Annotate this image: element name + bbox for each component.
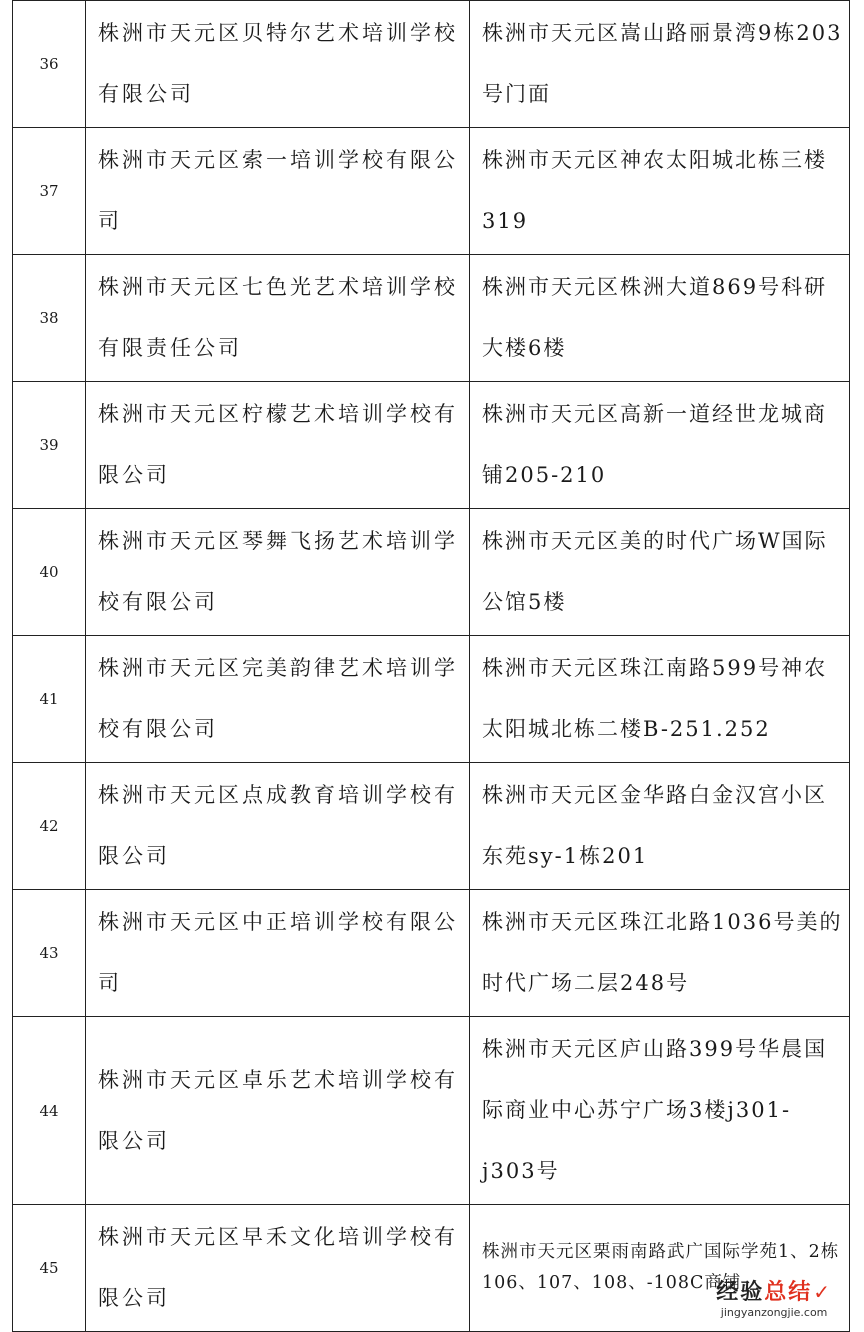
school-address: 株洲市天元区株洲大道869号科研大楼6楼 [470,255,850,382]
school-name: 株洲市天元区柠檬艺术培训学校有限公司 [86,382,470,509]
school-address: 株洲市天元区栗雨南路武广国际学苑1、2栋106、107、108、-108C商铺 [470,1205,850,1332]
table-row [13,890,850,1017]
school-name: 株洲市天元区点成教育培训学校有限公司 [86,763,470,890]
school-name: 株洲市天元区贝特尔艺术培训学校有限公司 [86,1,470,128]
school-address: 株洲市天元区美的时代广场W国际公馆5楼 [470,509,850,636]
school-address: 株洲市天元区珠江南路599号神农太阳城北栋二楼B-251.252 [470,636,850,763]
row-number: 37 [13,128,86,255]
table-row [13,128,850,255]
row-number: 45 [13,1205,86,1332]
watermark-url: jingyanzongjie.com [720,1306,828,1319]
row-number: 44 [13,1017,86,1205]
watermark-title [716,1275,832,1306]
table-row [13,636,850,763]
row-number: 38 [13,255,86,382]
table-row [13,1017,850,1205]
school-name: 株洲市天元区索一培训学校有限公司 [86,128,470,255]
row-number: 40 [13,509,86,636]
school-address: 株洲市天元区神农太阳城北栋三楼319 [470,128,850,255]
watermark-logo [716,1275,832,1319]
school-address: 株洲市天元区金华路白金汉宫小区东苑sy-1栋201 [470,763,850,890]
school-name: 株洲市天元区琴舞飞扬艺术培训学校有限公司 [86,509,470,636]
school-name: 株洲市天元区中正培训学校有限公司 [86,890,470,1017]
school-address: 株洲市天元区珠江北路1036号美的时代广场二层248号 [470,890,850,1017]
table-row [13,509,850,636]
school-name: 株洲市天元区完美韵律艺术培训学校有限公司 [86,636,470,763]
school-address: 株洲市天元区庐山路399号华晨国际商业中心苏宁广场3楼j301-j303号 [470,1017,850,1205]
table-row [13,382,850,509]
table-row [13,255,850,382]
table-row [13,1,850,128]
row-number: 42 [13,763,86,890]
row-number: 43 [13,890,86,1017]
watermark-part2: 总结 [764,1280,813,1305]
row-number: 36 [13,1,86,128]
watermark-part1: 经验 [716,1280,765,1305]
school-list-table [12,0,850,1332]
school-address: 株洲市天元区高新一道经世龙城商铺205-210 [470,382,850,509]
table-row [13,763,850,890]
school-name: 株洲市天元区早禾文化培训学校有限公司 [86,1205,470,1332]
school-address: 株洲市天元区嵩山路丽景湾9栋203号门面 [470,1,850,128]
row-number: 41 [13,636,86,763]
school-name: 株洲市天元区卓乐艺术培训学校有限公司 [86,1017,470,1205]
checkmark-icon: ✓ [813,1280,832,1304]
row-number: 39 [13,382,86,509]
school-name: 株洲市天元区七色光艺术培训学校有限责任公司 [86,255,470,382]
